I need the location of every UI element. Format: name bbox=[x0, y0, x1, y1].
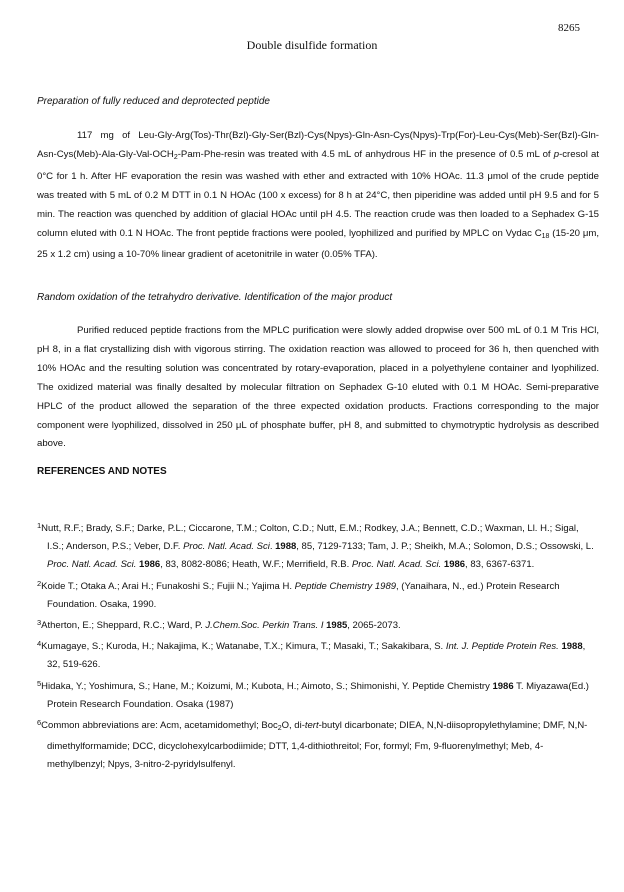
reference-2: $^2$Koide T.; Otaka A.; Arai H.; Funakoshi S.; Fujii N.; Yajima H. Peptide Chemistry 1989, (Yanaihara, N., ed.) Protein Research Foundation. Osaka, 1990. bbox=[37, 578, 560, 610]
reference-5: $^5$Hidaka, Y.; Yoshimura, S.; Hane, M.; Koizumi, M.; Kubota, H.; Aimoto, S.; Shimonishi, Y. Peptide Chemistry 1986 T. Miyazawa(Ed.) Protein Research Foundation. Osaka (1987) bbox=[37, 678, 589, 710]
references-list bbox=[37, 517, 597, 775]
reference-3: $^3$Atherton, E.; Sheppard, R.C.; Ward, P. J.Chem.Soc. Perkin Trans. I 1985, 2065-2073. bbox=[37, 618, 401, 632]
reference-4: $^4$Kumagaye, S.; Kuroda, H.; Nakajima, K.; Watanabe, T.X.; Kimura, T.; Masaki, T.; Sakakibara, S. Int. J. Peptide Protein Res. 1988, 32, 519-626. bbox=[37, 639, 586, 671]
page-number: 8265 bbox=[558, 22, 580, 34]
paragraph-random-oxidation: Purified reduced peptide fractions from the MPLC purification were slowly added dropwise over 500 mL of 0.1 M Tris HCl, pH 8, in a flat crystallizing dish with vigorous stirring. The oxidation reaction was allowed to proceed for 36 h, then quenched with 10% HOAc and the resulting solution was concentrated by rotary-evaporation, placed in a polyethylene container and lyophilized. The oxidized material was finally desalted by molecular filtration on Sephadex G-10 eluted with 0.1 M HOAc. Semi-preparative HPLC of the product allowed the separation of the three expected oxidation products. Fractions corresponding to the major component were lyophilized, dissolved in 250 μL of phosphate buffer, pH 8, and submitted to chymotryptic hydrolysis as described above. bbox=[37, 325, 599, 450]
running-title: Double disulfide formation bbox=[246, 38, 378, 52]
references-heading: REFERENCES AND NOTES bbox=[37, 466, 167, 477]
section-heading-preparation: Preparation of fully reduced and deprotected peptide bbox=[37, 96, 270, 107]
reference-6: $^6$Common abbreviations are: Acm, acetamidomethyl; Boc$_2$O, di-tert-butyl dicarbonate; DIEA, N,N-diisopropylethylamine; DMF, N,N-dimethylformamide; DCC, dicyclohexylcarbodiimide; DTT, 1,4-dithiothreitol; For, formyl; Fm, 9-fluorenylmethyl; Meb, 4-methylbenzyl; Npys, 3-nitro-2-pyridylsulfenyl. bbox=[37, 718, 588, 771]
reference-1: $^1$Nutt, R.F.; Brady, S.F.; Darke, P.L.; Ciccarone, T.M.; Colton, C.D.; Nutt, E.M.; Rodkey, J.A.; Bennett, C.D.; Waxman, Ll. H.; Sigal, I.S.; Anderson, P.S.; Veber, D.F. Proc. Natl. Acad. Sci. 1988, 85, 7129-7133; Tam, J. P.; Sheikh, M.A.; Solomon, D.S.; Ossowski, L. Proc. Natl. Acad. Sci. 1986, 83, 8082-8086; Heath, W.F.; Merrifield, R.B. Proc. Natl. Acad. Sci. 1986, 83, 6367-6371. bbox=[37, 521, 594, 571]
section-heading-random-oxidation: Random oxidation of the tetrahydro derivative. Identification of the major product bbox=[37, 292, 393, 303]
paragraph-preparation: 117 mg of Leu-Gly-Arg(Tos)-Thr(Bzl)-Gly-Ser(Bzl)-Cys(Npys)-Gln-Asn-Cys(Npys)-Trp(For)-Leu-Cys(Meb)-Ser(Bzl)-Gln-Asn-Cys(Meb)-Ala-G$ly-Val-OCH_2-Pam-Phe$-resin was treated with 4.5 mL of anhydrous HF in the presence of 0.5 mL of p-cresol at 0°C for 1 h. After HF evaporation the resin was washed with ether and extracted with 10% HOAc. 11.3 μmol of the crude peptide was treated with 5 mL of 0.2 M DTT in 0.1 N HOAc (100 x excess) for 8 h at 24°C, then piperidine was added until pH 9.5 and for 5 min. The reaction was quenched by addition of glacial HOAc until pH 4.5. The reaction crude was then loaded to a Sephadex G-15 column eluted with 0.1 N HOAc. The front peptide fractions were pooled, lyophilized and purified by MPLC on Vydac $C_{18}$ (15-20 μm, 25 x 1.2 cm) using a 10-70% linear gradient of acetonitrile in water (0.05% TFA). bbox=[37, 130, 599, 261]
